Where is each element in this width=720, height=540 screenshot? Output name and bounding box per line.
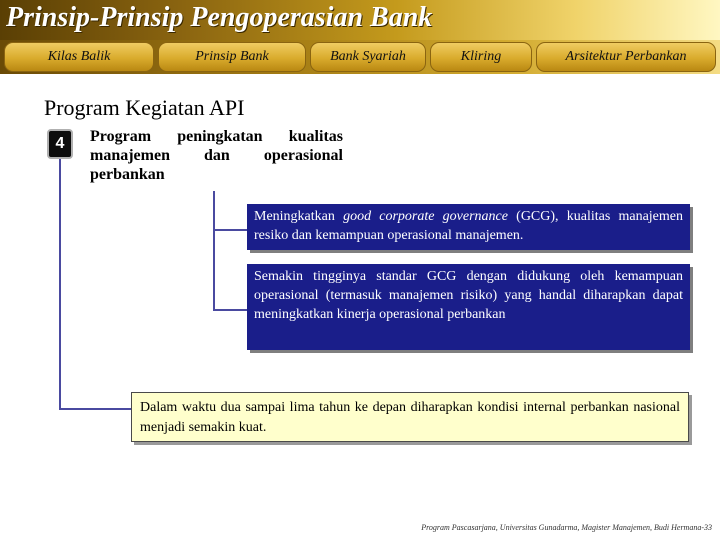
connector-line [213,309,247,311]
connector-line [59,408,131,410]
box-gcg-quality-text-pre: Meningkatkan [254,209,344,224]
footer-credit: Program Pascasarjana, Universitas Gunadarma, Magister Manajemen, Budi Hermana-33 [421,523,712,532]
box-gcg-standard [247,264,690,350]
connector-line [213,191,215,311]
tab-bank-syariah[interactable]: Bank Syariah [310,42,426,72]
box-outcome [131,392,689,442]
tab-kilas-balik[interactable]: Kilas Balik [4,42,154,72]
connector-line [59,159,61,409]
box-gcg-quality [247,204,690,250]
box-gcg-standard-text: Semakin tingginya standar GCG dengan didukung oleh kemampuan operasional (termasuk manajemen risiko) yang handal diharapkan dapat meningkatkan kinerja operasional perbankan [254,269,683,322]
section-title: Program Kegiatan API [44,95,245,120]
tab-kliring[interactable]: Kliring [430,42,532,72]
box-gcg-quality-text-italic: good corporate governance [343,209,508,224]
page-title: Prinsip-Prinsip Pengoperasian Bank [6,2,433,33]
tab-prinsip-bank[interactable]: Prinsip Bank [158,42,306,72]
box-outcome-text: Dalam waktu dua sampai lima tahun ke depan diharapkan kondisi internal perbankan nasional menjadi semakin kuat. [140,400,680,435]
header-bar [0,0,720,40]
program-heading: Program peningkatan kualitas manajemen dan operasional perbankan [90,128,343,183]
connector-line [213,229,247,231]
box-gcg-quality-text-post: (GCG), kualitas manajemen resiko dan kemampuan operasional manajemen. [254,209,683,243]
step-number-badge: 4 [47,129,73,159]
tab-arsitektur-perbankan[interactable]: Arsitektur Perbankan [536,42,716,72]
